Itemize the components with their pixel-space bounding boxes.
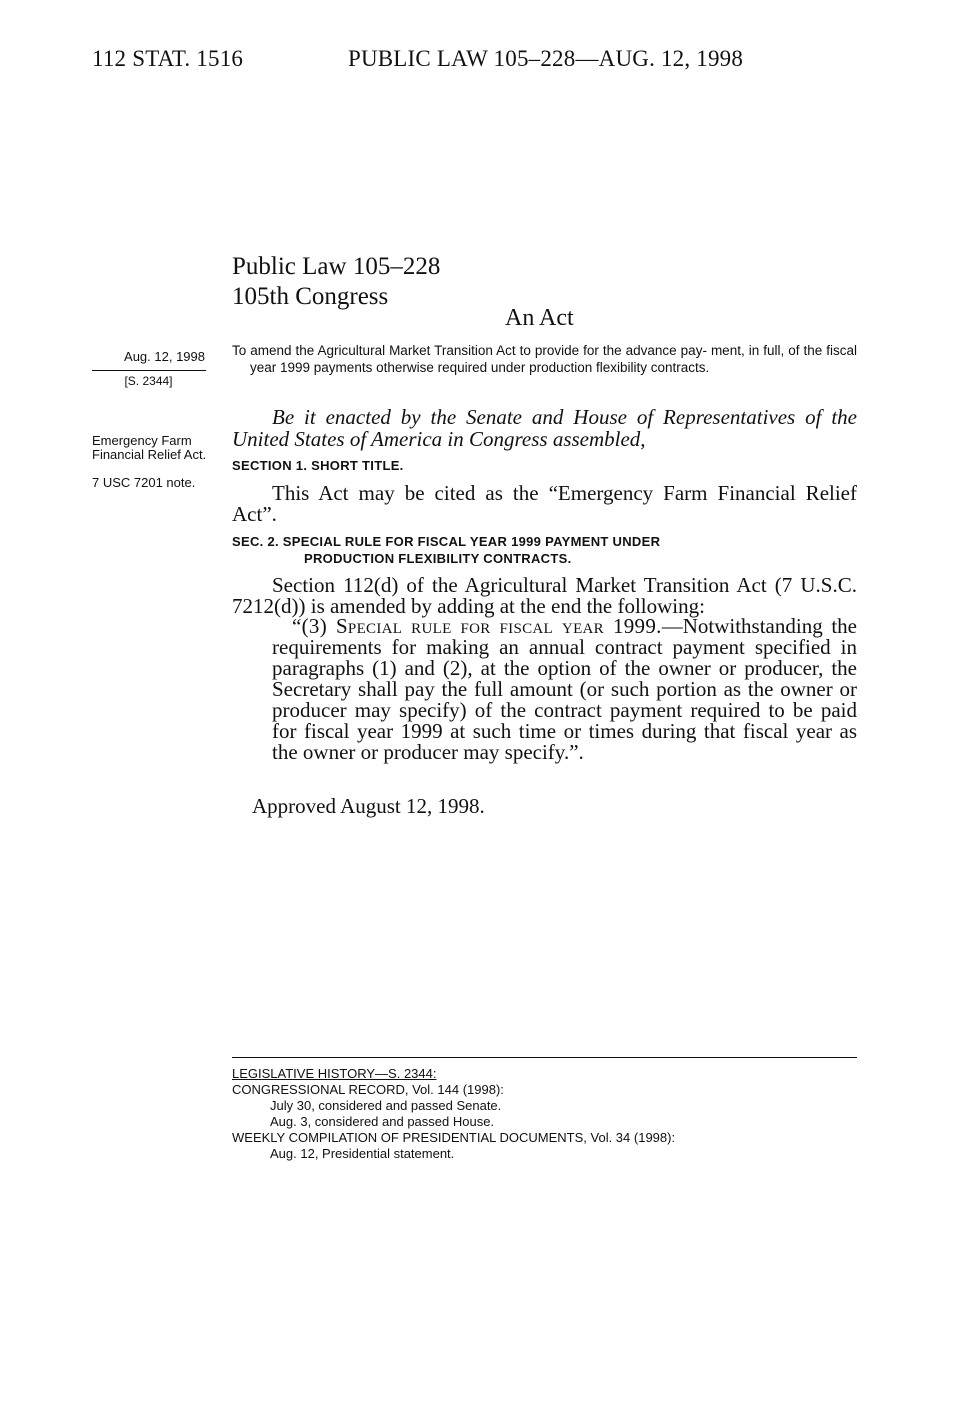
margin-bill-number: [S. 2344] bbox=[124, 374, 173, 388]
section-1-heading: SECTION 1. SHORT TITLE. bbox=[232, 458, 404, 473]
cr-entry: July 30, considered and passed Senate. bbox=[270, 1098, 502, 1113]
legislative-history bbox=[232, 1066, 857, 1162]
quoted-paragraph-text: —Notwithstanding the requirements for making an annual contract payment specified in paragraphs (1) and (2), at the option of the owner or producer, the Secretary shall pay the full amount (or such portion as the owner or producer may specify) of the contract payment required to be paid for fiscal year 1999 at such time or times during that fiscal year as the owner or producer may specify.”. bbox=[272, 614, 858, 764]
statute-page: 112 STAT. 1516 bbox=[92, 46, 244, 71]
law-date-header: PUBLIC LAW 105–228—AUG. 12, 1998 bbox=[347, 46, 744, 71]
wc-entry: Aug. 12, Presidential statement. bbox=[270, 1146, 455, 1161]
cr-entry: Aug. 3, considered and passed House. bbox=[270, 1114, 495, 1129]
act-heading: An Act bbox=[505, 305, 574, 331]
section-2-heading-line1: SEC. 2. SPECIAL RULE FOR FISCAL YEAR 1999 PAYMENT UNDER bbox=[232, 534, 661, 549]
congressional-record: CONGRESSIONAL RECORD, Vol. 144 (1998): bbox=[232, 1082, 504, 1097]
section-1-text: This Act may be cited as the “Emergency Farm Financial Relief Act”. bbox=[232, 481, 857, 526]
margin-short-title: Emergency Farm Financial Relief Act. bbox=[92, 433, 207, 462]
enacting-clause: Be it enacted by the Senate and House of Representatives of the United States of America in Congress assembled, bbox=[232, 405, 857, 451]
quoted-paragraph-heading: “(3) Special rule for fiscal year 1999. bbox=[292, 614, 662, 638]
margin-divider bbox=[92, 370, 206, 371]
running-head bbox=[92, 46, 743, 72]
section-2-text: Section 112(d) of the Agricultural Market Transition Act (7 U.S.C. 7212(d)) is amended by adding at the end the following: bbox=[232, 573, 857, 618]
law-title-block bbox=[232, 252, 440, 312]
weekly-compilation: WEEKLY COMPILATION OF PRESIDENTIAL DOCUMENTS, Vol. 34 (1998): bbox=[232, 1130, 676, 1145]
law-number: Public Law 105–228 bbox=[232, 253, 441, 280]
purpose-text: To amend the Agricultural Market Transition Act to provide for the advance pay- ment, in full, of the fiscal year 1999 payments otherwise required under production flexibility contracts. bbox=[232, 343, 857, 375]
margin-usc-note: 7 USC 7201 note. bbox=[92, 475, 196, 490]
quoted-paragraph bbox=[272, 616, 857, 763]
margin-date: Aug. 12, 1998 bbox=[124, 349, 205, 364]
legislative-history-rule bbox=[232, 1057, 857, 1058]
purpose-clause bbox=[232, 342, 857, 376]
approval-date: Approved August 12, 1998. bbox=[252, 794, 485, 818]
congress: 105th Congress bbox=[232, 283, 389, 310]
section-2-heading bbox=[232, 533, 857, 567]
section-2-heading-line2: PRODUCTION FLEXIBILITY CONTRACTS. bbox=[304, 551, 572, 566]
legislative-history-title: LEGISLATIVE HISTORY—S. 2344: bbox=[232, 1066, 437, 1081]
